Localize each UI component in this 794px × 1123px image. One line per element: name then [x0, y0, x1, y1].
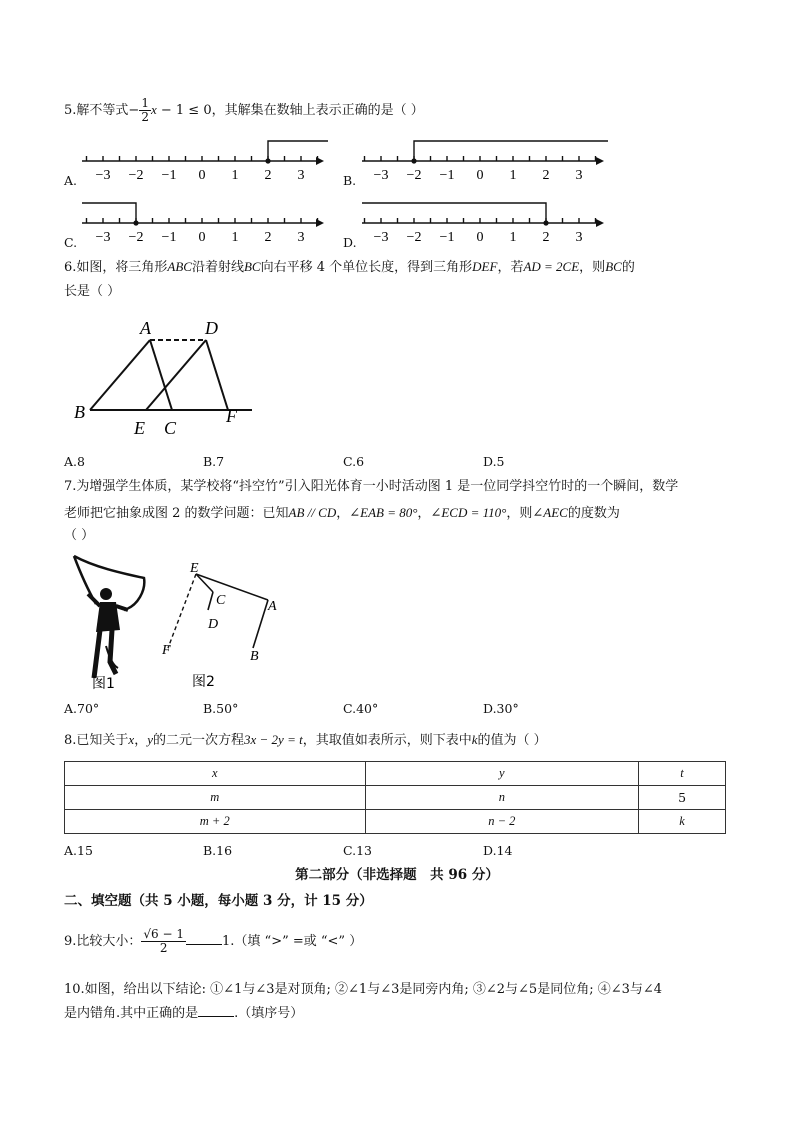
- number-line-tick-label: 0: [476, 168, 484, 183]
- q6-def: DEF: [472, 259, 498, 274]
- number-line-tick-label: −2: [128, 168, 144, 183]
- q9-stem: [64, 927, 362, 957]
- number-line-solution-range: [268, 141, 328, 161]
- q6-option-b: B.7: [203, 454, 225, 469]
- q5-frac-den: 2: [141, 110, 149, 124]
- q8-var-x: x: [128, 732, 135, 747]
- q7-label-f: F: [162, 643, 171, 658]
- q5-fraction: [139, 97, 151, 124]
- q8-text-b: 的二元一次方程: [152, 733, 244, 748]
- q6-text-d: ，若: [497, 260, 524, 275]
- number-line-arrow-icon: [596, 219, 604, 227]
- number-line-tick-label: −2: [128, 230, 144, 245]
- q8-equation: 3x − 2y = t: [244, 732, 303, 747]
- number-line-tick-label: −3: [95, 168, 111, 183]
- number-line-solution-range: [362, 203, 546, 223]
- q5-option-a-label: A.: [64, 173, 78, 188]
- q6-bc2: BC: [605, 259, 622, 274]
- q5-expr-rest: − 1 ≤ 0: [156, 103, 212, 118]
- q7-option-b: B.50°: [203, 701, 239, 716]
- q7-fig1-caption: 图1: [92, 676, 115, 690]
- q6-text-e: ，则: [579, 260, 606, 275]
- q7-text-a: 老师把它抽象成图 2 的数学问题：已知: [64, 506, 289, 521]
- table-cell: 5: [639, 786, 726, 810]
- q8-option-c: C.13: [343, 843, 372, 858]
- q5-number-line-d: [358, 197, 618, 247]
- q10-text-b: .（填序号）: [234, 1006, 304, 1021]
- q10-stem-line2: [64, 1004, 303, 1023]
- q7-figure2: [158, 550, 288, 690]
- number-line-tick-label: 3: [575, 230, 583, 245]
- number-line-tick-label: 0: [198, 168, 206, 183]
- q6-stem-line2: 长是（ ）: [64, 284, 121, 299]
- number-line-tick-label: −1: [439, 168, 455, 183]
- number-line-tick-label: 3: [297, 230, 305, 245]
- q7-option-c: C.40°: [343, 701, 379, 716]
- q6-label-a: A: [140, 318, 151, 338]
- number-line-tick-label: 0: [476, 230, 484, 245]
- table-row: [65, 762, 726, 786]
- q5-option-c-label: C.: [64, 235, 78, 250]
- q7-text-e: 的度数为: [567, 506, 620, 521]
- q5-prefix: 5.解不等式: [64, 103, 129, 118]
- q6-option-c: C.6: [343, 454, 365, 469]
- q6-ad-eq: AD = 2CE: [523, 259, 580, 274]
- q10-text-a: 是内错角.其中正确的是: [64, 1006, 199, 1021]
- q6-abc: ABC: [167, 259, 192, 274]
- number-line-tick-label: −3: [373, 230, 389, 245]
- number-line-endpoint-dot: [411, 158, 416, 163]
- q6-bc: BC: [243, 259, 261, 274]
- q5-number-line-a: [78, 135, 338, 185]
- number-line-solution-range: [82, 203, 136, 223]
- q7-label-b: B: [250, 649, 259, 664]
- q5-option-b-label: B.: [343, 173, 357, 188]
- q5-stem: [64, 97, 424, 124]
- number-line-tick-label: 0: [198, 230, 206, 245]
- q7-head-icon: [100, 588, 112, 600]
- q6-label-f: F: [226, 406, 237, 426]
- q7-label-a: A: [268, 599, 277, 614]
- q8-text-d: 的值为（ ）: [477, 733, 547, 748]
- number-line-tick-label: −1: [439, 230, 455, 245]
- q6-label-d: D: [205, 318, 218, 338]
- q9-frac-num: √6 − 1: [143, 927, 185, 941]
- number-line-arrow-icon: [596, 157, 604, 165]
- number-line-endpoint-dot: [133, 220, 138, 225]
- q8-stem: [64, 731, 547, 750]
- q5-frac-num: 1: [141, 96, 149, 110]
- number-line-tick-label: 1: [509, 230, 517, 245]
- q6-figure: [72, 312, 272, 442]
- q7-label-c: C: [216, 593, 226, 608]
- table-cell: m: [65, 786, 366, 810]
- table-row: [65, 786, 726, 810]
- number-line-tick-label: 3: [297, 168, 305, 183]
- q9-answer-blank[interactable]: [186, 932, 222, 945]
- q8-sep: ，: [134, 733, 148, 748]
- q6-text-b: 沿着射线: [191, 260, 244, 275]
- q6-label-c: C: [164, 418, 177, 438]
- q7-text-d: ，则: [506, 506, 533, 521]
- number-line-tick-label: 1: [509, 168, 517, 183]
- q7-angle-ecd: ∠ECD = 110°: [430, 505, 507, 520]
- q6-option-a: A.8: [64, 454, 85, 469]
- table-cell: k: [639, 810, 726, 834]
- q5-number-line-b: [358, 135, 618, 185]
- q6-label-e: E: [134, 418, 145, 438]
- q7-stem-line3: （ ）: [64, 528, 95, 543]
- number-line-tick-label: −3: [373, 168, 389, 183]
- q7-text-b: ，: [336, 506, 350, 521]
- q7-figure1: [66, 550, 156, 690]
- q7-option-d: D.30°: [483, 701, 519, 716]
- q7-option-a: A.70°: [64, 701, 100, 716]
- section2-title: 二、填空题（共 5 小题，每小题 3 分，计 15 分）: [64, 893, 373, 909]
- q10-answer-blank[interactable]: [198, 1004, 234, 1017]
- q9-fraction: [141, 928, 186, 955]
- q6-text-c: 向右平移 4 个单位长度，得到三角形: [260, 260, 473, 275]
- number-line-tick-label: 1: [231, 168, 239, 183]
- q5-var: x: [150, 102, 157, 117]
- q6-text-a: 6.如图，将三角形: [64, 260, 168, 275]
- q7-fig2-caption: 图2: [192, 674, 215, 690]
- number-line-tick-label: −3: [95, 230, 111, 245]
- q8-value-table: [64, 761, 726, 834]
- q9-frac-den: 2: [159, 941, 168, 955]
- q7-angle-eab: ∠EAB = 80°: [349, 505, 418, 520]
- q7-text-c: ，: [417, 506, 431, 521]
- q9-prefix: 9.比较大小：: [64, 934, 142, 949]
- q8-var-k: k: [471, 732, 478, 747]
- q7-label-e: E: [190, 561, 199, 576]
- q9-suffix: 1.（填 “>” =或 “<” ）: [222, 934, 363, 949]
- number-line-tick-label: −1: [161, 230, 177, 245]
- number-line-tick-label: 2: [542, 168, 550, 183]
- q5-option-d-label: D.: [343, 235, 357, 250]
- number-line-endpoint-dot: [265, 158, 270, 163]
- number-line-tick-label: 2: [264, 168, 272, 183]
- q8-option-b: B.16: [203, 843, 233, 858]
- table-cell: n − 2: [365, 810, 639, 834]
- table-cell: y: [365, 762, 639, 786]
- q8-option-a: A.15: [64, 843, 93, 858]
- table-cell: x: [65, 762, 366, 786]
- number-line-tick-label: −2: [406, 168, 422, 183]
- q7-stem-line2: [64, 504, 620, 523]
- number-line-tick-label: 2: [264, 230, 272, 245]
- table-cell: n: [365, 786, 639, 810]
- q5-suffix: ，其解集在数轴上表示正确的是（ ）: [211, 103, 424, 118]
- number-line-tick-label: 2: [542, 230, 550, 245]
- q6-label-b: B: [74, 402, 85, 422]
- q5-neg: −: [128, 103, 140, 118]
- q7-stem-line1: 7.为增强学生体质，某学校将“抖空竹”引入阳光体育一小时活动图 1 是一位同学抖空竹时的一个瞬间，数学: [64, 479, 679, 494]
- q10-stem-line1: 10.如图，给出以下结论: ①∠1与∠3是对顶角; ②∠1与∠3是同旁内角; ③∠2与∠5是同位角; ④∠3与∠4: [64, 982, 663, 997]
- q5-number-line-c: [78, 197, 338, 247]
- number-line-endpoint-dot: [543, 220, 548, 225]
- q7-label-d: D: [208, 617, 219, 632]
- q7-parallel: AB // CD: [288, 505, 337, 520]
- number-line-tick-label: −2: [406, 230, 422, 245]
- table-cell: t: [639, 762, 726, 786]
- table-row: [65, 810, 726, 834]
- q8-option-d: D.14: [483, 843, 513, 858]
- q8-text-a: 8.已知关于: [64, 733, 129, 748]
- number-line-tick-label: 1: [231, 230, 239, 245]
- q6-stem-line1: [64, 258, 635, 277]
- q7-angle-aec: ∠AEC: [532, 505, 568, 520]
- q8-text-c: ，其取值如表所示，则下表中: [302, 733, 472, 748]
- part2-title: 第二部分（非选择题 共 96 分）: [295, 867, 499, 883]
- q8-var-y: y: [147, 732, 153, 747]
- q6-option-d: D.5: [483, 454, 505, 469]
- number-line-tick-label: 3: [575, 168, 583, 183]
- table-cell: m + 2: [65, 810, 366, 834]
- q6-text-f: 的: [621, 260, 635, 275]
- number-line-tick-label: −1: [161, 168, 177, 183]
